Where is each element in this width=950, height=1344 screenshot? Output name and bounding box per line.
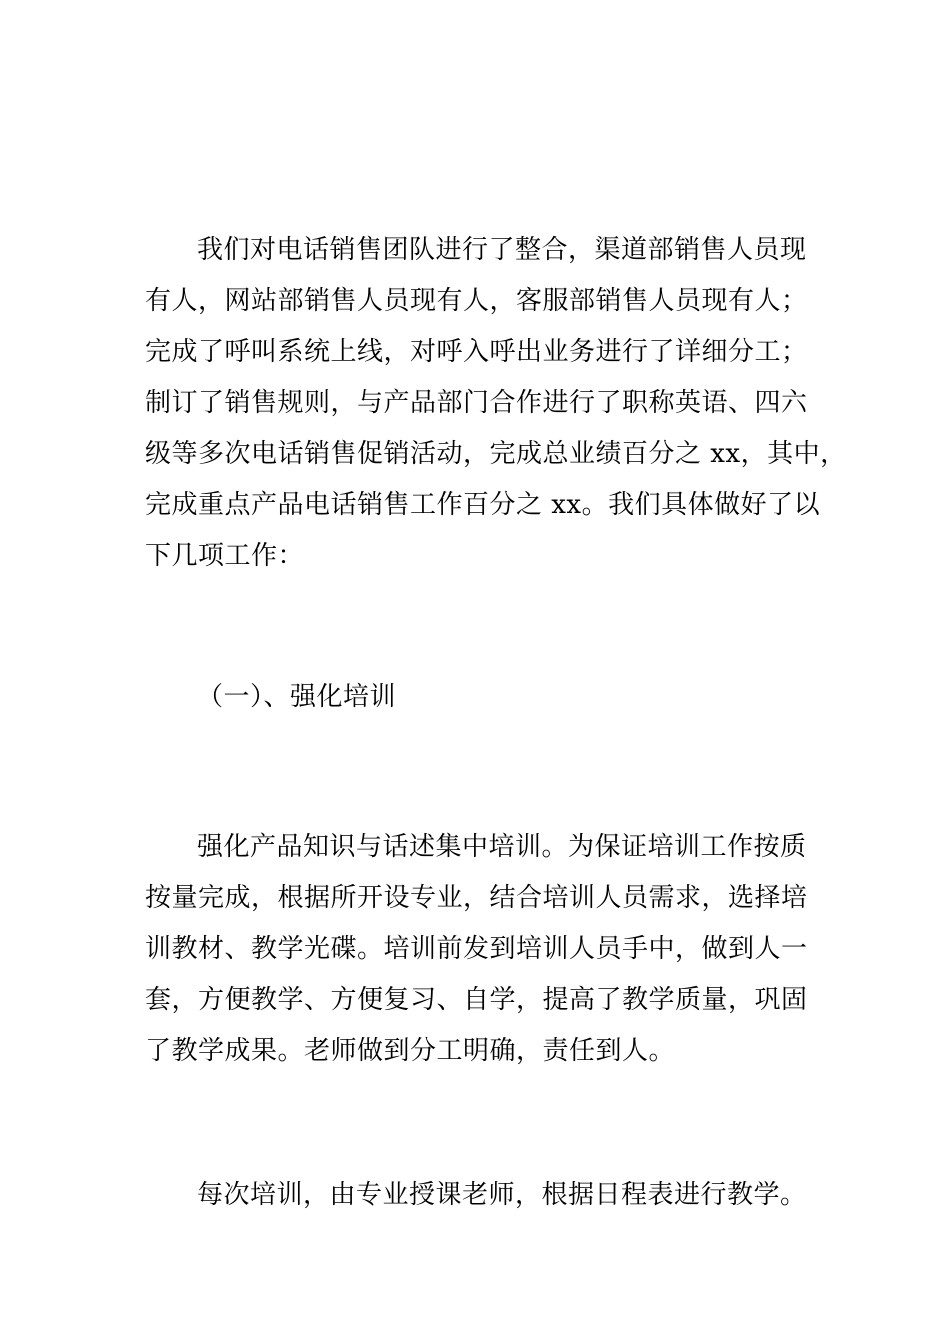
paragraph-line: 有人，网站部销售人员现有人，客服部销售人员现有人；: [145, 286, 808, 316]
paragraph-line: 制订了销售规则，与产品部门合作进行了职称英语、四六: [145, 388, 808, 418]
paragraph-line: 按量完成，根据所开设专业，结合培训人员需求，选择培: [145, 883, 808, 913]
paragraph-line: 强化产品知识与话述集中培训。为保证培训工作按质: [197, 832, 807, 862]
paragraph-line: 了教学成果。老师做到分工明确，责任到人。: [145, 1036, 676, 1066]
paragraph-line: 训教材、教学光碟。培训前发到培训人员手中，做到人一: [145, 934, 808, 964]
section-heading-text: （一）、强化培训: [197, 682, 397, 712]
paragraph-line: 级等多次电话销售促销活动，完成总业绩百分之 xx，其中，: [145, 439, 847, 469]
paragraph-line: 我们对电话销售团队进行了整合，渠道部销售人员现: [197, 235, 807, 265]
paragraph-team-integration: [145, 225, 847, 582]
paragraph-line: 完成重点产品电话销售工作百分之 xx。我们具体做好了以: [145, 490, 821, 520]
paragraph-line: 每次培训，由专业授课老师，根据日程表进行教学。: [197, 1180, 807, 1210]
section-heading: [145, 672, 825, 723]
paragraph-schedule: [145, 1170, 825, 1221]
paragraph-line: 完成了呼叫系统上线，对呼入呼出业务进行了详细分工；: [145, 337, 808, 367]
paragraph-training: [145, 822, 825, 1077]
paragraph-line: 套，方便教学、方便复习、自学，提高了教学质量，巩固: [145, 985, 808, 1015]
paragraph-line: 下几项工作：: [145, 541, 305, 571]
